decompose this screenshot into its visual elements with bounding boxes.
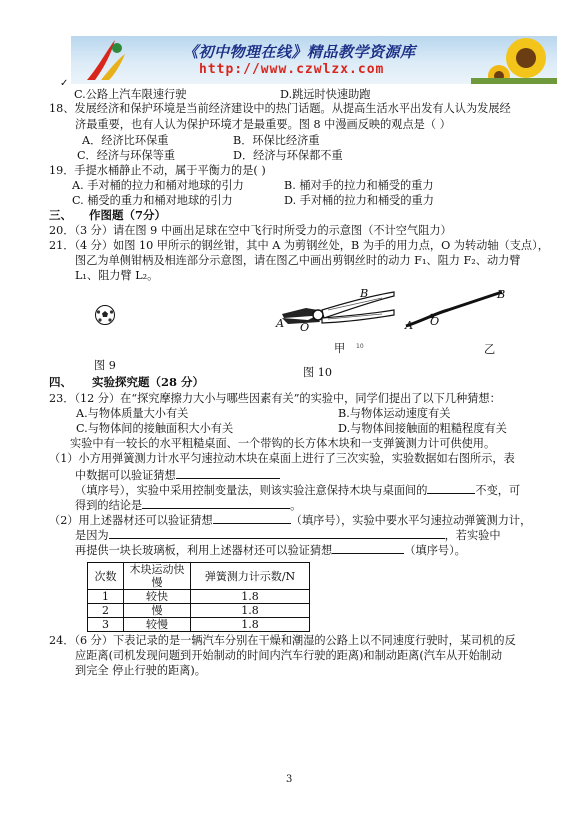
q21-line1: 21．（4 分）如图 10 甲所示的钢丝钳，其中 A 为剪钢丝处，B 为手的用力点，O 为转动轴（支点）， [49, 239, 549, 252]
q23-part2-line1-tail: （填序号），实验中要水平匀速拉动弹簧测力计， [290, 514, 532, 527]
banner-title: 《初中物理在线》精品教学资源库 [183, 43, 416, 61]
football-figure [94, 304, 116, 326]
q24-line2: 应距离(司机发现问题到开始制动的时间内汽车行驶的距离)和制动距离(汽车从开始制动 [75, 649, 503, 662]
q23-part1-line2-text: 中数据可以验证猜想 [75, 469, 176, 482]
q18-option-a: A．经济比环保重 [82, 134, 169, 147]
q19-stem: 19．手提水桶静止不动，属于平衡力的是( ) [49, 164, 266, 177]
q23-option-b: B.与物体运动速度有关 [338, 407, 451, 420]
q23-option-a: A.与物体质量大小有关 [76, 407, 189, 420]
answer-blank-3[interactable] [142, 496, 290, 509]
figure10-label-jia: 甲 [334, 342, 346, 355]
q18-option-c: C．经济与环保等重 [77, 149, 176, 162]
section3-title: 作图题（7分） [89, 208, 167, 222]
figure9-caption: 图 9 [94, 359, 116, 372]
q18-option-b: B．环保比经济重 [233, 134, 320, 147]
q23-stem: 23．（12 分）在“探究摩擦力大小与哪些因素有关”的实验中，同学们提出了以下几种猜想： [49, 392, 501, 405]
q23-part2-line3 [75, 541, 466, 558]
q19-option-b: B. 桶对手的拉力和桶受的重力 [284, 179, 434, 192]
handle-label-a: A [405, 319, 414, 332]
answer-blank-4[interactable] [213, 511, 291, 524]
q19-option-a: A. 手对桶的拉力和桶对地球的引力 [72, 179, 244, 192]
q23-part1-line4-text: 得到的结论是 [75, 499, 143, 512]
header-banner [71, 36, 557, 84]
table-row [88, 590, 310, 604]
answer-blank-2[interactable] [427, 481, 475, 494]
q23-option-d: D.与物体间接触面的粗糙程度有关 [338, 422, 507, 435]
q18-option-d: D．经济与环保都不重 [233, 149, 343, 162]
table-cell: 1 [88, 590, 124, 604]
table-cell: 2 [88, 604, 124, 618]
q21-line2: 图乙为单侧钳柄及相连部分示意图，请在图乙中画出剪钢丝时的动力 F₁、阻力 F₂、动力臂 [75, 254, 521, 267]
q24-line1: 24．（6 分）下表记录的是一辆汽车分别在干燥和潮湿的公路上以不同速度行驶时，某司机的反 [49, 634, 516, 647]
banner-url: http://www.czwlzx.com [199, 62, 385, 77]
table-row [88, 604, 310, 618]
section4-number: 四、 [49, 375, 72, 389]
figure10-label-yi: 乙 [484, 343, 496, 356]
figure10-caption: 图 10 [303, 366, 332, 379]
q24-line3: 到完全 停止行驶的距离)。 [75, 664, 206, 677]
answer-blank-6[interactable] [332, 541, 404, 554]
q19-option-d: D. 手对桶的拉力和桶受的重力 [284, 194, 434, 207]
q23-part1-line4-tail: 。 [290, 499, 302, 512]
q18-stem-line2: 济最重要，也有人认为保护环境才是最重要。图 8 中漫画反映的观点是（ ） [75, 118, 451, 131]
q23-part2-line1-text: （2）用上述器材还可以验证猜想 [49, 514, 213, 527]
table-cell: 3 [88, 618, 124, 632]
q23-option-c: C.与物体间的接触面积大小有关 [76, 422, 234, 435]
q23-part1-line3-tail: 不变，可 [475, 484, 521, 497]
logo-dot [112, 43, 122, 53]
handle-label-o: O [430, 315, 440, 328]
table-row [88, 618, 310, 632]
pliers-label-b: B [360, 287, 369, 300]
q23-part1-line3-text: （填序号），实验中采用控制变量法，则该实验注意保持木块与桌面间的 [75, 484, 428, 497]
table-cell: 较快 [124, 590, 191, 604]
checkmark: ✓ [60, 78, 69, 89]
q20-text: 20．（3 分）请在图 9 中画出足球在空中飞行时所受力的示意图（不计空气阻力） [49, 224, 452, 237]
table-cell: 慢 [124, 604, 191, 618]
section4-title: 实验探究题（28 分） [92, 375, 205, 389]
svg-text:10: 10 [356, 343, 364, 350]
table-cell: 较慢 [124, 618, 191, 632]
q23-equipment: 实验中有一较长的水平粗糙桌面、一个带钩的长方体木块和一支弹簧测力计可供使用。 [70, 437, 496, 450]
experiment-table [87, 562, 310, 632]
table-header-cell: 弹簧测力计示数/N [191, 563, 310, 590]
sunflower-icon [471, 38, 557, 84]
q18-stem-line1: 18、发展经济和保护环境是当前经济建设中的热门话题。从提高生活水平出发有人认为发展经 [49, 102, 511, 115]
q23-part2-line3-text: 再提供一块长玻璃板，利用上述器材还可以验证猜想 [75, 544, 333, 557]
pliers-label-o: O [300, 321, 310, 334]
answer-blank-5[interactable] [109, 526, 445, 539]
table-cell: 1.8 [191, 590, 310, 604]
q23-part1-line1: （1）小方用弹簧测力计水平匀速拉动木块在桌面上进行了三次实验，实验数据如右图所示，表 [49, 452, 515, 465]
section3-number: 三、 [49, 208, 72, 222]
page-number: 3 [286, 774, 293, 785]
q23-part2-line3-tail: （填序号）。 [404, 544, 466, 557]
q23-part2-line2-text: 是因为 [75, 529, 109, 542]
table-header-row [88, 563, 310, 590]
q21-line3: L₁、阻力臂 L₂。 [75, 269, 159, 282]
answer-blank-1[interactable] [176, 466, 280, 479]
q23-part2-line2-tail: ，若实验中 [444, 529, 501, 542]
q17-option-d: D.跳远时快速助跑 [280, 88, 371, 101]
pliers-label-a: A [276, 317, 285, 330]
q19-option-c: C. 桶受的重力和桶对地球的引力 [72, 194, 233, 207]
q17-option-c: C.公路上汽车限速行驶 [74, 88, 187, 101]
handle-figure [404, 286, 508, 332]
table-cell: 1.8 [191, 604, 310, 618]
handle-label-b: B [497, 288, 506, 301]
table-cell: 1.8 [191, 618, 310, 632]
table-header-cell: 次数 [88, 563, 124, 590]
table-header-cell: 木块运动快慢 [124, 563, 191, 590]
